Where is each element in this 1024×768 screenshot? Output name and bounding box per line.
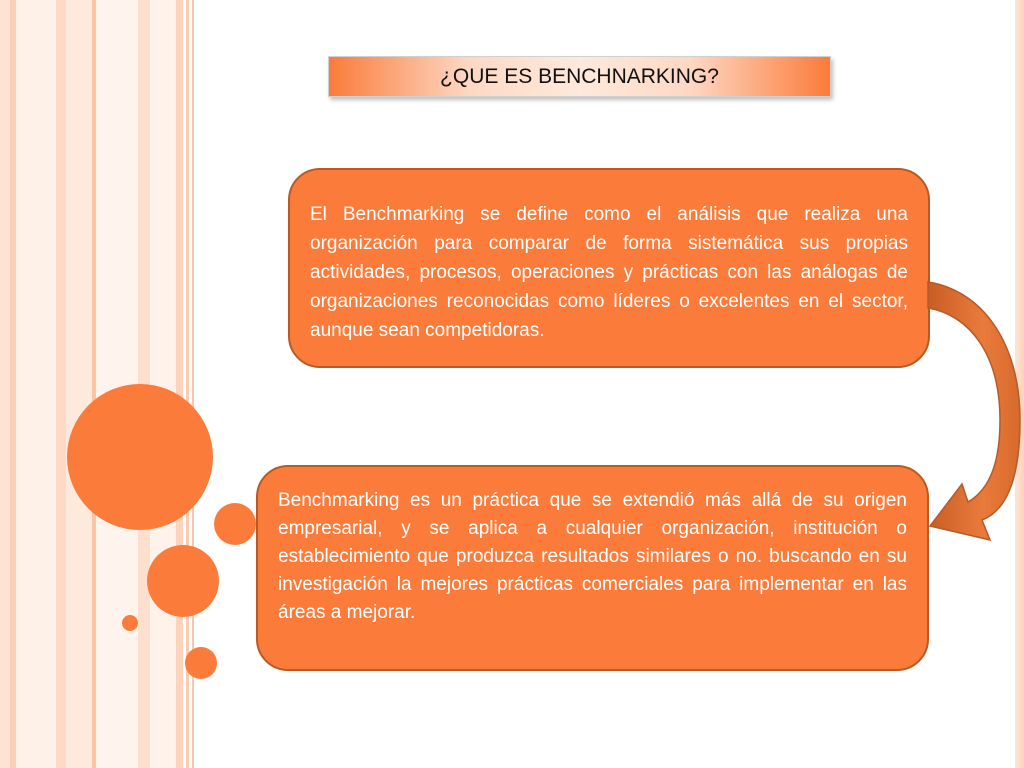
curved-arrow	[920, 270, 1024, 550]
practice-box	[256, 465, 929, 671]
decorative-circle-small	[214, 503, 256, 545]
decorative-stripes	[0, 0, 200, 768]
stripe	[56, 0, 66, 768]
decorative-circle-small	[185, 647, 217, 679]
decorative-circle-large	[67, 384, 213, 530]
curved-arrow-shape	[928, 282, 1020, 540]
page-title: ¿QUE ES BENCHNARKING?	[440, 64, 719, 88]
decorative-circle-tiny	[122, 615, 138, 631]
title-banner	[328, 56, 831, 97]
stripe	[66, 0, 92, 768]
decorative-circle-medium	[147, 545, 219, 617]
stripe	[176, 0, 183, 768]
definition-text: El Benchmarking se define como el análisis que realiza una organización para comparar de forma sistemática sus propias actividades, procesos, operaciones y prácticas con las análogas de organizaciones reconocidas como líderes o excelentes en el sector, aunque sean competidoras.	[310, 204, 908, 341]
stripe	[0, 0, 10, 768]
definition-box	[288, 168, 930, 368]
stripe	[16, 0, 56, 768]
stripe	[150, 0, 176, 768]
practice-text: Benchmarking es un práctica que se extendió más allá de su origen empresarial, y se aplica a cualquier organización, institución o establecimiento que produzca resultados similares o no. buscando en su investigación la mejores prácticas comerciales para implementar en las áreas a mejorar.	[278, 490, 907, 623]
